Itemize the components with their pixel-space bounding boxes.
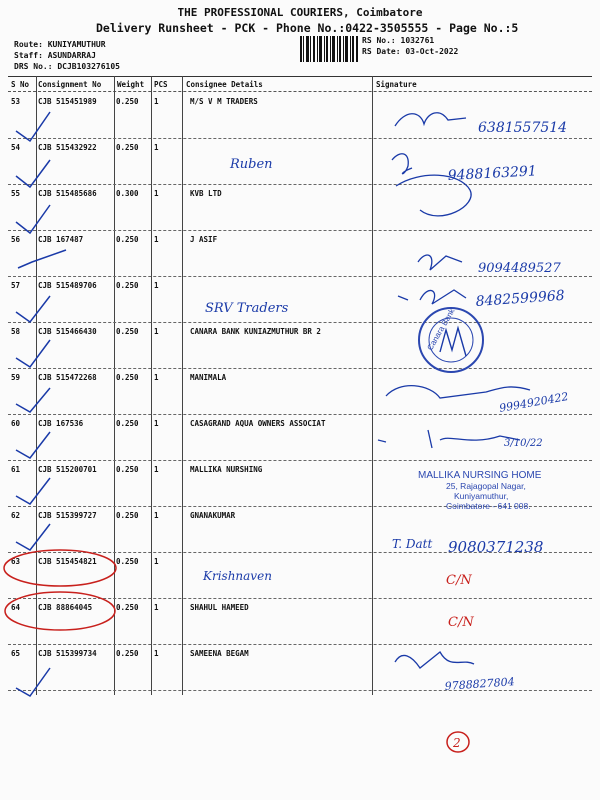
pieces: 1 xyxy=(154,465,159,474)
pieces: 1 xyxy=(154,649,159,658)
handwritten-phone: 9788827804 xyxy=(444,675,516,693)
consignee-details: GNANAKUMAR xyxy=(190,511,236,520)
consignment-number: CJB 515466430 xyxy=(38,327,97,336)
serial-number: 60 xyxy=(11,419,21,428)
mallika-stamp-line: 25, Rajagopal Nagar, xyxy=(446,481,526,491)
consignee-details: KVB LTD xyxy=(190,189,222,198)
weight: 0.250 xyxy=(116,603,139,612)
handwritten-cn-mark: C/N xyxy=(448,615,474,630)
document-title: THE PROFESSIONAL COURIERS, Coimbatore xyxy=(177,6,423,19)
consignment-number: CJB 515489706 xyxy=(38,281,97,290)
column-header-pcs: PCS xyxy=(154,80,168,89)
serial-number: 57 xyxy=(11,281,21,290)
column-header-sno: S No xyxy=(11,80,30,89)
table-row xyxy=(8,461,592,507)
handwritten-cn-mark: C/N xyxy=(446,573,472,588)
consignment-number: CJB 515454821 xyxy=(38,557,97,566)
serial-number: 65 xyxy=(11,649,21,658)
table-row xyxy=(8,599,592,645)
header-rule-dashed xyxy=(8,91,592,92)
consignee-details: J ASIF xyxy=(190,235,218,244)
table-row xyxy=(8,645,592,691)
handwritten-name: Ruben xyxy=(230,157,273,172)
handwritten-phone: 9488163291 xyxy=(447,163,538,184)
document-subtitle: Delivery Runsheet - PCK - Phone No.:0422-3505555 - Page No.:5 xyxy=(96,21,519,35)
table-row xyxy=(8,185,592,231)
weight: 0.250 xyxy=(116,235,139,244)
pieces: 1 xyxy=(154,327,159,336)
table-row xyxy=(8,507,592,553)
handwritten-signature: T. Datt xyxy=(392,537,433,551)
consignment-number: CJB 88864045 xyxy=(38,603,93,612)
column-header-weight: Weight xyxy=(117,80,145,89)
consignee-details: M/S V M TRADERS xyxy=(190,97,258,106)
consignment-number: CJB 167487 xyxy=(38,235,84,244)
consignee-details: CASAGRAND AQUA OWNERS ASSOCIAT xyxy=(190,419,326,428)
table-row xyxy=(8,139,592,185)
rs-date: RS Date: 03-Oct-2022 xyxy=(362,47,459,56)
consignee-details: CANARA BANK KUNIAZMUTHUR BR 2 xyxy=(190,327,321,336)
table-row xyxy=(8,231,592,277)
serial-number: 58 xyxy=(11,327,21,336)
pieces: 1 xyxy=(154,235,159,244)
table-row xyxy=(8,277,592,323)
header-rule xyxy=(8,76,592,77)
weight: 0.250 xyxy=(116,465,139,474)
weight: 0.250 xyxy=(116,419,139,428)
mallika-stamp-line: Coimbatore - 641 008. xyxy=(446,501,531,511)
consignment-number: CJB 515451989 xyxy=(38,97,97,106)
pieces: 1 xyxy=(154,511,159,520)
weight: 0.250 xyxy=(116,373,139,382)
staff-label: Staff: ASUNDARRAJ xyxy=(14,51,96,60)
handwritten-phone: 9094489527 xyxy=(478,261,561,276)
pieces: 1 xyxy=(154,97,159,106)
mallika-stamp-line: Kuniyamuthur, xyxy=(454,491,509,501)
handwritten-phone: 9994920422 xyxy=(498,389,570,415)
page-mark: 2 xyxy=(453,736,461,750)
table-row xyxy=(8,553,592,599)
weight: 0.250 xyxy=(116,649,139,658)
weight: 0.300 xyxy=(116,189,139,198)
weight: 0.250 xyxy=(116,557,139,566)
weight: 0.250 xyxy=(116,327,139,336)
weight: 0.250 xyxy=(116,143,139,152)
serial-number: 64 xyxy=(11,603,21,612)
serial-number: 61 xyxy=(11,465,21,474)
table-row xyxy=(8,415,592,461)
column-header-consignee: Consignee Details xyxy=(186,80,263,89)
table-row xyxy=(8,93,592,139)
pieces: 1 xyxy=(154,373,159,382)
barcode xyxy=(300,36,358,62)
handwritten-phone: 8482599968 xyxy=(475,287,566,310)
pieces: 1 xyxy=(154,281,159,290)
table-row xyxy=(8,323,592,369)
weight: 0.250 xyxy=(116,511,139,520)
column-header-consignment: Consignment No xyxy=(38,80,102,89)
consignment-number: CJB 515472268 xyxy=(38,373,97,382)
handwritten-phone: 9080371238 xyxy=(448,538,544,556)
consignment-number: CJB 515200701 xyxy=(38,465,97,474)
weight: 0.250 xyxy=(116,97,139,106)
consignment-number: CJB 515399734 xyxy=(38,649,97,658)
consignment-number: CJB 515485686 xyxy=(38,189,97,198)
serial-number: 59 xyxy=(11,373,21,382)
consignee-details: SAMEENA BEGAM xyxy=(190,649,249,658)
consignee-details: MALLIKA NURSHING xyxy=(190,465,263,474)
table-row xyxy=(8,369,592,415)
handwritten-date: 3/10/22 xyxy=(504,438,543,449)
pieces: 1 xyxy=(154,143,159,152)
serial-number: 62 xyxy=(11,511,21,520)
drs-number: DRS No.: DCJB103276105 xyxy=(14,62,120,71)
serial-number: 55 xyxy=(11,189,21,198)
serial-number: 54 xyxy=(11,143,21,152)
pieces: 1 xyxy=(154,419,159,428)
page-mark-circle xyxy=(447,732,469,752)
serial-number: 63 xyxy=(11,557,21,566)
pieces: 1 xyxy=(154,189,159,198)
consignment-number: CJB 515432922 xyxy=(38,143,97,152)
mallika-stamp-title: MALLIKA NURSING HOME xyxy=(418,470,542,481)
consignee-details: SHAHUL HAMEED xyxy=(190,603,249,612)
consignee-details: MANIMALA xyxy=(190,373,227,382)
rs-number: RS No.: 1032761 xyxy=(362,36,435,45)
handwritten-name: Krishnaven xyxy=(203,569,272,583)
weight: 0.250 xyxy=(116,281,139,290)
pieces: 1 xyxy=(154,557,159,566)
consignment-number: CJB 515399727 xyxy=(38,511,97,520)
route-label: Route: KUNIYAMUTHUR xyxy=(14,40,106,49)
consignment-number: CJB 167536 xyxy=(38,419,84,428)
serial-number: 56 xyxy=(11,235,21,244)
serial-number: 53 xyxy=(11,97,21,106)
handwritten-phone: 6381557514 xyxy=(478,120,568,136)
canara-stamp-text: Canara Bank xyxy=(425,306,457,352)
column-header-signature: Signature xyxy=(376,80,417,89)
handwritten-name: SRV Traders xyxy=(205,301,289,316)
pieces: 1 xyxy=(154,603,159,612)
